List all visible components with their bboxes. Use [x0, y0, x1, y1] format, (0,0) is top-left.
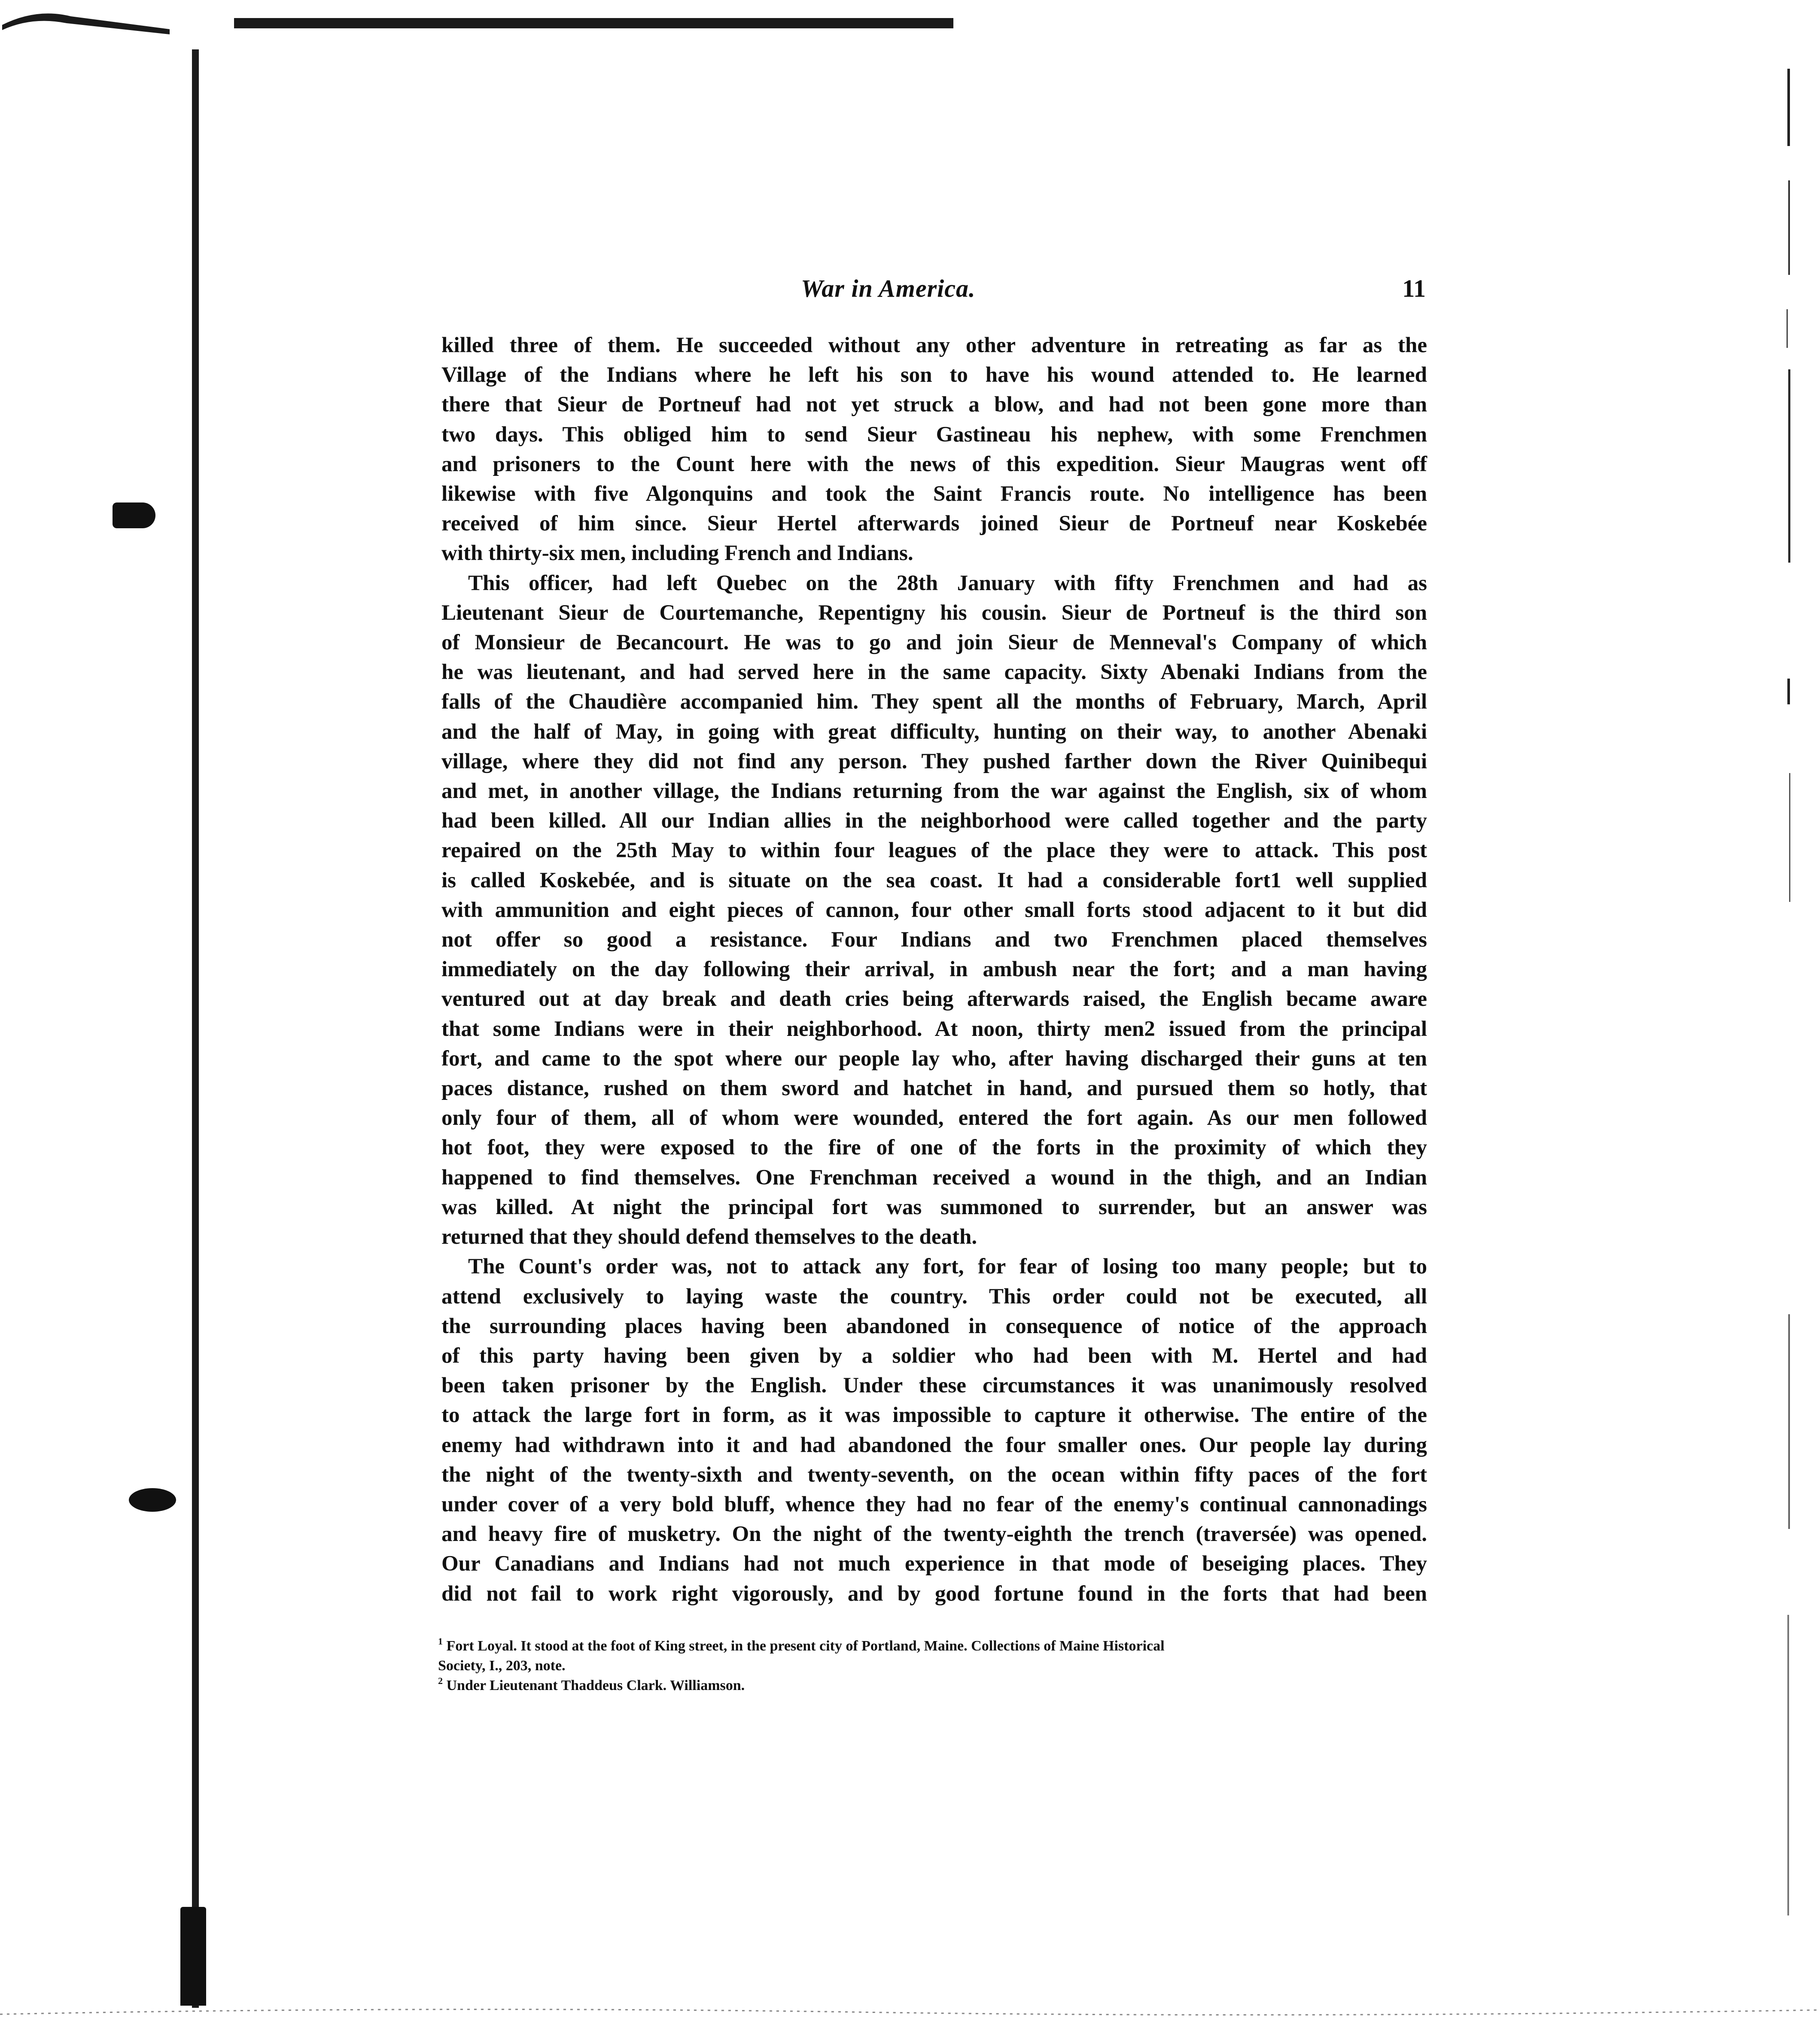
- text-line: and heavy fire of musketry. On the night of the twenty-eighth the trench (traversée) was opened.: [441, 1522, 1427, 1547]
- text-line: immediately on the day following their arrival, in ambush near the fort; and a man having: [441, 957, 1427, 982]
- text-line: killed three of them. He succeeded without any other adventure in retreating as far as the: [441, 333, 1427, 357]
- text-line: enemy had withdrawn into it and had abandoned the four smaller ones. Our people lay during: [441, 1433, 1427, 1457]
- text-line: under cover of a very bold bluff, whence they had no fear of the enemy's continual cannonadings: [441, 1492, 1427, 1516]
- text-line: had been killed. All our Indian allies in the neighborhood were called together and the party: [441, 809, 1427, 833]
- ink-blot: [129, 1488, 176, 1512]
- text-line: likewise with five Algonquins and took the Saint Francis route. No intelligence has been: [441, 482, 1427, 506]
- text-line: paces distance, rushed on them sword and hatchet in hand, and pursued them so hotly, that: [441, 1076, 1427, 1101]
- text-line: The Count's order was, not to attack any fort, for fear of losing too many people; but to: [468, 1255, 1427, 1279]
- footnote-marker: 2: [438, 1675, 443, 1686]
- text-line: was killed. At night the principal fort was summoned to surrender, but an answer was: [441, 1195, 1427, 1219]
- text-line: is called Koskebée, and is situate on the sea coast. It had a considerable fort1 well supplied: [441, 868, 1427, 892]
- footnote-text: Society, I., 203, note.: [438, 1658, 566, 1674]
- footnote-marker: 1: [438, 1636, 443, 1647]
- text-line: village, where they did not find any person. They pushed farther down the River Quinibequi: [441, 749, 1427, 773]
- paragraph: [441, 331, 1427, 569]
- text-line: falls of the Chaudière accompanied him. They spent all the months of February, March, April: [441, 690, 1427, 714]
- page-edge-bottom: [0, 1988, 1820, 2026]
- text-line: fort, and came to the spot where our people lay who, after having discharged their guns at ten: [441, 1046, 1427, 1071]
- footnotes: [438, 1636, 1430, 1696]
- text-line: and met, in another village, the Indians returning from the war against the English, six of whom: [441, 779, 1427, 804]
- ink-blot: [113, 502, 155, 528]
- footnote: [438, 1636, 1430, 1676]
- text-line: and prisoners to the Count here with the news of this expedition. Sieur Maugras went off: [441, 452, 1427, 476]
- text-line: happened to find themselves. One Frenchman received a wound in the thigh, and an Indian: [441, 1165, 1427, 1190]
- top-rule: [234, 18, 953, 28]
- text-line: only four of them, all of whom were wounded, entered the fort again. As our men followed: [441, 1106, 1427, 1130]
- scan-smudge: [2, 8, 170, 36]
- paragraph: [441, 569, 1427, 1252]
- paragraph: [441, 1252, 1427, 1608]
- text-line: with ammunition and eight pieces of cannon, four other small forts stood adjacent to it but did: [441, 898, 1427, 922]
- text-line: and the half of May, in going with great difficulty, hunting on their way, to another Abenaki: [441, 719, 1427, 744]
- text-line: This officer, had left Quebec on the 28th January with fifty Frenchmen and had as: [468, 571, 1427, 595]
- binding-edge: [192, 49, 199, 2008]
- text-line: hot foot, they were exposed to the fire of one of the forts in the proximity of which they: [441, 1136, 1427, 1160]
- text-line: not offer so good a resistance. Four Indians and two Frenchmen placed themselves: [441, 928, 1427, 952]
- text-line: of this party having been given by a soldier who had been with M. Hertel and had: [441, 1343, 1427, 1368]
- body-text: [441, 331, 1427, 1609]
- text-line: the surrounding places having been abandoned in consequence of notice of the approach: [441, 1314, 1427, 1338]
- text-line: to attack the large fort in form, as it was impossible to capture it otherwise. The entire of the: [441, 1403, 1427, 1428]
- running-head: [442, 274, 1426, 313]
- text-line: returned that they should defend themselves to the death.: [441, 1225, 977, 1249]
- text-line: there that Sieur de Portneuf had not yet struck a blow, and had not been gone more than: [441, 393, 1427, 417]
- text-line: Village of the Indians where he left his son to have his wound attended to. He learned: [441, 363, 1427, 387]
- footnote-text: Under Lieutenant Thaddeus Clark. Williamson.: [446, 1678, 745, 1693]
- running-title: War in America.: [801, 274, 976, 302]
- footnote: [438, 1676, 1430, 1696]
- text-line: the night of the twenty-sixth and twenty-seventh, on the ocean within fifty paces of the fort: [441, 1462, 1427, 1487]
- text-line: two days. This obliged him to send Sieur Gastineau his nephew, with some Frenchmen: [441, 422, 1427, 447]
- text-line: been taken prisoner by the English. Under these circumstances it was unanimously resolved: [441, 1373, 1427, 1398]
- text-line: that some Indians were in their neighborhood. At noon, thirty men2 issued from the principal: [441, 1017, 1427, 1041]
- text-line: Our Canadians and Indians had not much experience in that mode of beseiging places. They: [441, 1552, 1427, 1576]
- footnote-text: Fort Loyal. It stood at the foot of King street, in the present city of Portland, Maine. Collections of Maine Historical: [446, 1638, 1165, 1654]
- text-line: with thirty-six men, including French and Indians.: [441, 541, 913, 566]
- text-line: repaired on the 25th May to within four leagues of the place they were to attack. This post: [441, 838, 1427, 863]
- text-line: attend exclusively to laying waste the country. This order could not be executed, all: [441, 1284, 1427, 1309]
- page-edge-right: [1782, 69, 1795, 1958]
- text-line: Lieutenant Sieur de Courtemanche, Repentigny his cousin. Sieur de Portneuf is the third son: [441, 600, 1427, 625]
- text-line: he was lieutenant, and had served here in the same capacity. Sixty Abenaki Indians from the: [441, 660, 1427, 685]
- text-line: received of him since. Sieur Hertel afterwards joined Sieur de Portneuf near Koskebée: [441, 512, 1427, 536]
- text-line: did not fail to work right vigorously, and by good fortune found in the forts that had been: [441, 1581, 1427, 1606]
- text-line: of Monsieur de Becancourt. He was to go and join Sieur de Menneval's Company of which: [441, 630, 1427, 655]
- page-number: 11: [1402, 274, 1426, 302]
- text-line: ventured out at day break and death cries being afterwards raised, the English became aware: [441, 987, 1427, 1011]
